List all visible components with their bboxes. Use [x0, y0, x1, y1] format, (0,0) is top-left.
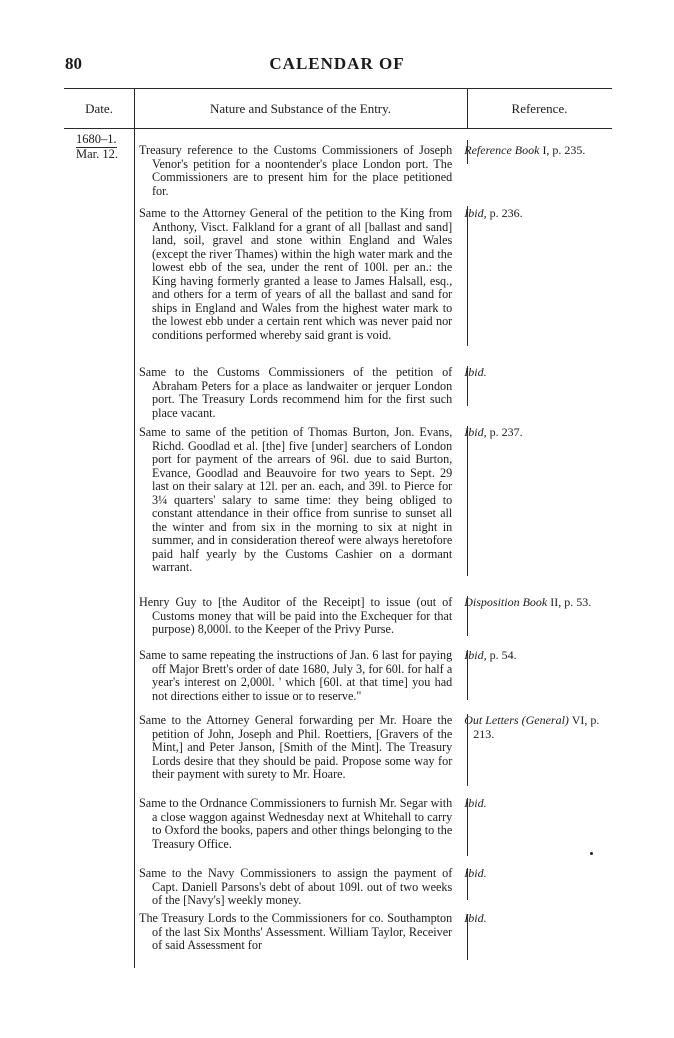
entry-row: [139, 714, 619, 797]
reference-title: Out Letters (General): [464, 713, 569, 727]
reference-title: Ibid.: [464, 866, 487, 880]
entry-text: Treasury reference to the Customs Commissioners of Joseph Venor's petition for a noontender's place London port. The Commissioners are to present him for the place petitioned for.: [139, 143, 453, 198]
entry-row: [139, 366, 619, 426]
reference-title: Ibid,: [464, 206, 487, 220]
entry-reference: [464, 366, 619, 380]
entry-reference: [464, 144, 619, 158]
entry-text: Same to the Customs Commissioners of the petition of Abraham Peters for a place as landwaiter or jerquer London port. The Treasury Lords recommend him for the first such place vacant.: [139, 365, 453, 420]
reference-title: Disposition Book: [464, 595, 548, 609]
entry-year: 1680–1.: [76, 132, 117, 146]
reference-title: Reference Book: [464, 143, 540, 157]
reference-detail: p. 237.: [486, 425, 523, 439]
entry-reference: [464, 596, 619, 610]
reference-detail: II, p. 53.: [547, 595, 592, 609]
column-divider-date: [134, 88, 135, 968]
entry-text: Same to the Ordnance Commissioners to furnish Mr. Segar with a close waggon against Wednesday next at Whitehall to carry to Oxford the books, papers and other things belonging to the Treasury Office.: [139, 796, 453, 851]
ink-speck: [590, 852, 593, 855]
reference-title: Ibid,: [464, 648, 487, 662]
reference-tick: [467, 366, 468, 406]
reference-tick: [467, 140, 468, 164]
column-heading-nature: Nature and Substance of the Entry.: [209, 101, 392, 116]
entry-row: [139, 797, 619, 867]
reference-tick: [467, 206, 468, 346]
entry-text: Same to same repeating the instructions of Jan. 6 last for paying off Major Brett's order of date 1680, July 3, for 60l. for half a year's interest on 2,000l. ' which [60l. at that time] you had not directions either to issue or to reserve.": [139, 648, 453, 703]
entry-date: [76, 133, 132, 161]
reference-title: Ibid,: [464, 425, 487, 439]
header-top-rule: [64, 88, 612, 89]
entry-text: Same to same of the petition of Thomas Burton, Jon. Evans, Richd. Goodlad et al. [the] five [under] searchers of London port for payment of the arrears of 96l. due to said Burton, Evance, Goodlad and Beauvoire for two years to Sept. 29 last on their salary at 12l. per an. each, and 39l. to Pierce for 3¼ quarters' salary to same time: they being obliged to constant attendance in their office from sunrise to sunset all the winter and from six in the morning to six at night in summer, and in consideration thereof were always heretofore paid half yearly by the Customs Cashier on a dormant warrant.: [139, 425, 453, 574]
reference-title: Ibid.: [464, 796, 487, 810]
column-heading-date: Date.: [85, 101, 113, 116]
header-bottom-rule: [64, 128, 612, 129]
entry-reference: [464, 649, 619, 663]
entry-text: Same to the Navy Commissioners to assign the payment of Capt. Daniell Parsons's debt of about 109l. out of two weeks of the [Navy's] weekly money.: [139, 866, 453, 907]
reference-tick: [467, 714, 468, 786]
entry-row: [139, 867, 619, 912]
entry-text: Henry Guy to [the Auditor of the Receipt] to issue (out of Customs money that will be paid into the Exchequer for that purpose) 8,000l. to the Keeper of the Privy Purse.: [139, 595, 453, 636]
running-title: CALENDAR OF: [269, 54, 405, 73]
entry-reference: [464, 426, 619, 440]
reference-tick: [467, 426, 468, 576]
reference-detail: I, p. 235.: [539, 143, 586, 157]
reference-title: Ibid.: [464, 911, 487, 925]
entries-list: [139, 144, 619, 954]
reference-tick: [467, 650, 468, 700]
entry-text: The Treasury Lords to the Commissioners for co. Southampton of the last Six Months' Assessment. William Taylor, Receiver of said Assessment for: [139, 911, 453, 952]
entry-reference: [464, 714, 619, 741]
entry-reference: [464, 207, 619, 221]
entry-row: [139, 912, 619, 954]
reference-detail: p. 236.: [486, 206, 523, 220]
reference-title: Ibid.: [464, 365, 487, 379]
entry-day: Mar. 12.: [76, 147, 119, 161]
entry-row: [139, 596, 619, 649]
entry-row: [139, 207, 619, 366]
entry-reference: [464, 867, 619, 881]
entry-text: Same to the Attorney General forwarding per Mr. Hoare the petition of John, Joseph and Phil. Roettiers, [Gravers of the Mint,] and Peter Janson, [Smith of the Mint]. The Treasury Lords desire that they should be paid. Propose some way for their payment with surety to Mr. Hoare.: [139, 713, 453, 781]
column-heading-reference: Reference.: [511, 101, 568, 116]
entry-reference: [464, 797, 619, 811]
entry-row: [139, 426, 619, 596]
reference-tick: [467, 914, 468, 960]
reference-tick: [467, 798, 468, 856]
reference-detail: VI, p. 213.: [473, 713, 600, 741]
entry-reference: [464, 912, 619, 926]
reference-tick: [467, 868, 468, 900]
reference-detail: p. 54.: [486, 648, 517, 662]
entry-row: [139, 144, 619, 207]
reference-tick: [467, 596, 468, 636]
entry-text: Same to the Attorney General of the petition to the King from Anthony, Visct. Falkland for a grant of all [ballast and sand] land, soil, gravel and stone within England and Wales (except the river Thames) within the high water mark and the lowest ebb of the sea, under the rent of 100l. per an.: the King having formerly granted a lease to James Halsall, esq., and others for a term of years of all the ballast and sand for ships in England and Wales from the highest water mark to the lowest ebb under a certain rent which was never paid nor conditions performed whereby said grant is void.: [139, 206, 453, 342]
entry-row: [139, 649, 619, 714]
page-number: 80: [65, 54, 82, 73]
